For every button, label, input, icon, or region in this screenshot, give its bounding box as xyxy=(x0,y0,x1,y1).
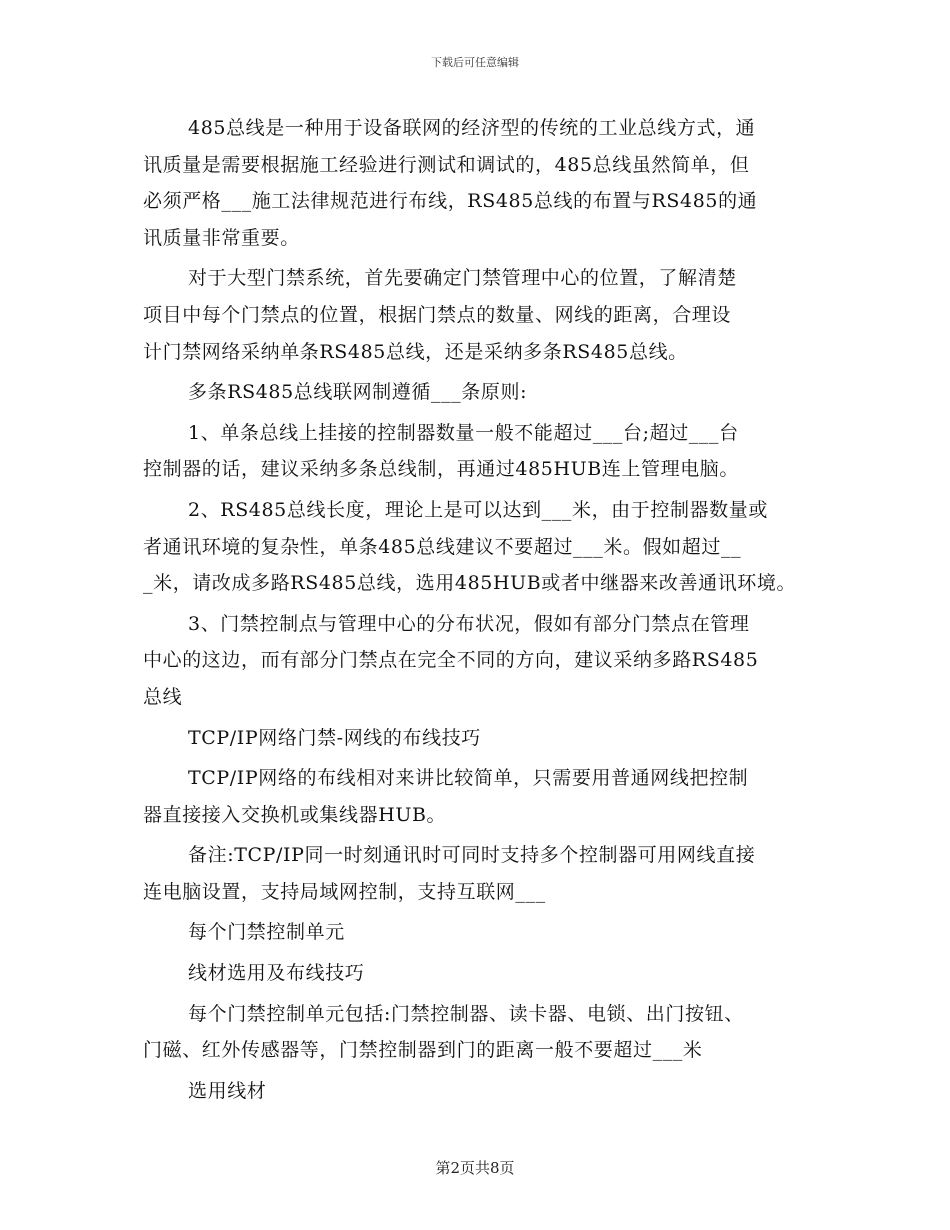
paragraph-485-intro xyxy=(143,110,823,256)
paragraph-rule-3 xyxy=(143,606,823,716)
paragraph-cable-heading xyxy=(143,955,823,992)
text-line: _米，请改成多路RS485总线，选用485HUB或者中继器来改善通讯环境。 xyxy=(143,572,797,595)
text-line: 3、门禁控制点与管理中心的分布状况，假如有部分门禁点在管理 xyxy=(188,612,750,635)
paragraph-rule-1 xyxy=(143,415,823,488)
text-line: 计门禁网络采纳单条RS485总线，还是采纳多条RS485总线。 xyxy=(143,340,688,363)
text-line: 1、单条总线上挂接的控制器数量一般不能超过___台;超过___台 xyxy=(188,421,739,444)
text-line: 器直接接入交换机或集线器HUB。 xyxy=(143,803,447,826)
text-line: 中心的这边，而有部分门禁点在完全不同的方向，建议采纳多路RS485 xyxy=(143,649,759,672)
text-line: 门磁、红外传感器等，门禁控制器到门的距离一般不要超过___米 xyxy=(143,1039,703,1062)
text-line: 讯质量非常重要。 xyxy=(143,226,300,249)
text-line: 连电脑设置，支持局域网控制，支持互联网___ xyxy=(143,880,546,903)
paragraph-unit-heading xyxy=(143,914,823,951)
paragraph-note xyxy=(143,837,823,910)
page-header: 下载后可任意编辑 xyxy=(431,56,519,69)
text-line: 选用线材 xyxy=(188,1079,267,1102)
text-line: 备注:TCP/IP同一时刻通讯时可同时支持多个控制器可用网线直接 xyxy=(188,844,756,867)
text-line: 485总线是一种用于设备联网的经济型的传统的工业总线方式，通 xyxy=(188,117,756,139)
text-line: 线材选用及布线技巧 xyxy=(188,962,365,985)
text-line: 2、RS485总线长度，理论上是可以达到___米，由于控制器数量或 xyxy=(188,498,768,521)
paragraph-unit-components xyxy=(143,996,823,1069)
text-line: TCP/IP网络门禁-网线的布线技巧 xyxy=(188,726,481,749)
paragraph-tcpip-wiring xyxy=(143,760,823,833)
document-body xyxy=(143,110,823,1109)
paragraph-tcpip-heading xyxy=(143,720,823,757)
paragraph-large-system xyxy=(143,260,823,370)
text-line: 必须严格___施工法律规范进行布线，RS485总线的布置与RS485的通 xyxy=(143,190,758,213)
paragraph-principles-heading xyxy=(143,374,823,411)
text-line: 讯质量是需要根据施工经验进行测试和调试的，485总线虽然简单，但 xyxy=(143,153,750,176)
text-line: 对于大型门禁系统，首先要确定门禁管理中心的位置，了解清楚 xyxy=(188,267,737,290)
text-line: 项目中每个门禁点的位置，根据门禁点的数量、网线的距离，合理设 xyxy=(143,303,732,326)
text-line: 多条RS485总线联网制遵循___条原则: xyxy=(188,381,528,404)
text-line: 每个门禁控制单元 xyxy=(188,921,345,944)
text-line: 控制器的话，建议采纳多条总线制，再通过485HUB连上管理电脑。 xyxy=(143,458,740,481)
text-line: 每个门禁控制单元包括:门禁控制器、读卡器、电锁、出门按钮、 xyxy=(188,1002,744,1025)
paragraph-rule-2 xyxy=(143,492,823,602)
text-line: 者通讯环境的复杂性，单条485总线建议不要超过___米。假如超过__ xyxy=(143,535,742,558)
paragraph-select-cable xyxy=(143,1073,823,1110)
text-line: 总线 xyxy=(143,685,183,708)
page-number: 第2页共8页 xyxy=(435,1159,515,1177)
text-line: TCP/IP网络的布线相对来讲比较简单，只需要用普通网线把控制 xyxy=(188,767,749,790)
